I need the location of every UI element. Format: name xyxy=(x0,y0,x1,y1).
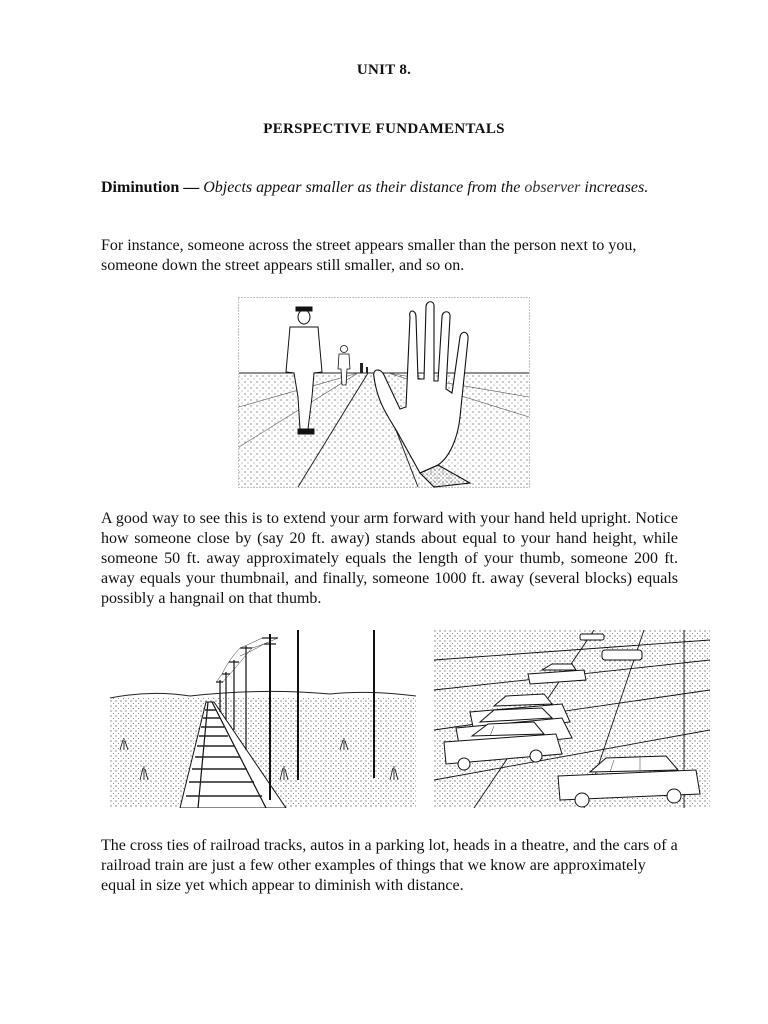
definition-term: Diminution — xyxy=(101,179,200,196)
hand-perspective-illustration xyxy=(238,297,530,488)
unit-heading: UNIT 8. xyxy=(356,62,412,78)
page-title: PERSPECTIVE FUNDAMENTALS xyxy=(263,121,505,137)
definition-observer-word: observer xyxy=(524,179,581,196)
parking-lot-illustration xyxy=(434,630,710,808)
examples-paragraph: The cross ties of railroad tracks, autos in a parking lot, heads in a theatre, and the cars of a railroad train are just a few other examples of things that we know are approximately equal in size yet which appear to diminish with distance. xyxy=(101,837,678,894)
railroad-tracks-illustration xyxy=(110,630,416,808)
instance-paragraph: For instance, someone across the street appears smaller than the person next to you, someone down the street appears still smaller, and so on. xyxy=(101,237,637,274)
definition-text-end: increases. xyxy=(584,179,649,196)
definition-paragraph xyxy=(101,178,678,198)
definition-text: Objects appear smaller as their distance from the xyxy=(203,179,521,196)
hand-method-paragraph: A good way to see this is to extend your arm forward with your hand held upright. Notice how someone close by (say 20 ft. away) stands about equal to your hand height, while someone 50 ft. away approximately equals the length of your thumb, someone 200 ft. away equals your thumbnail, and finally, someone 1000 ft. away (several blocks) equals possibly a hangnail on that thumb. xyxy=(101,510,678,607)
